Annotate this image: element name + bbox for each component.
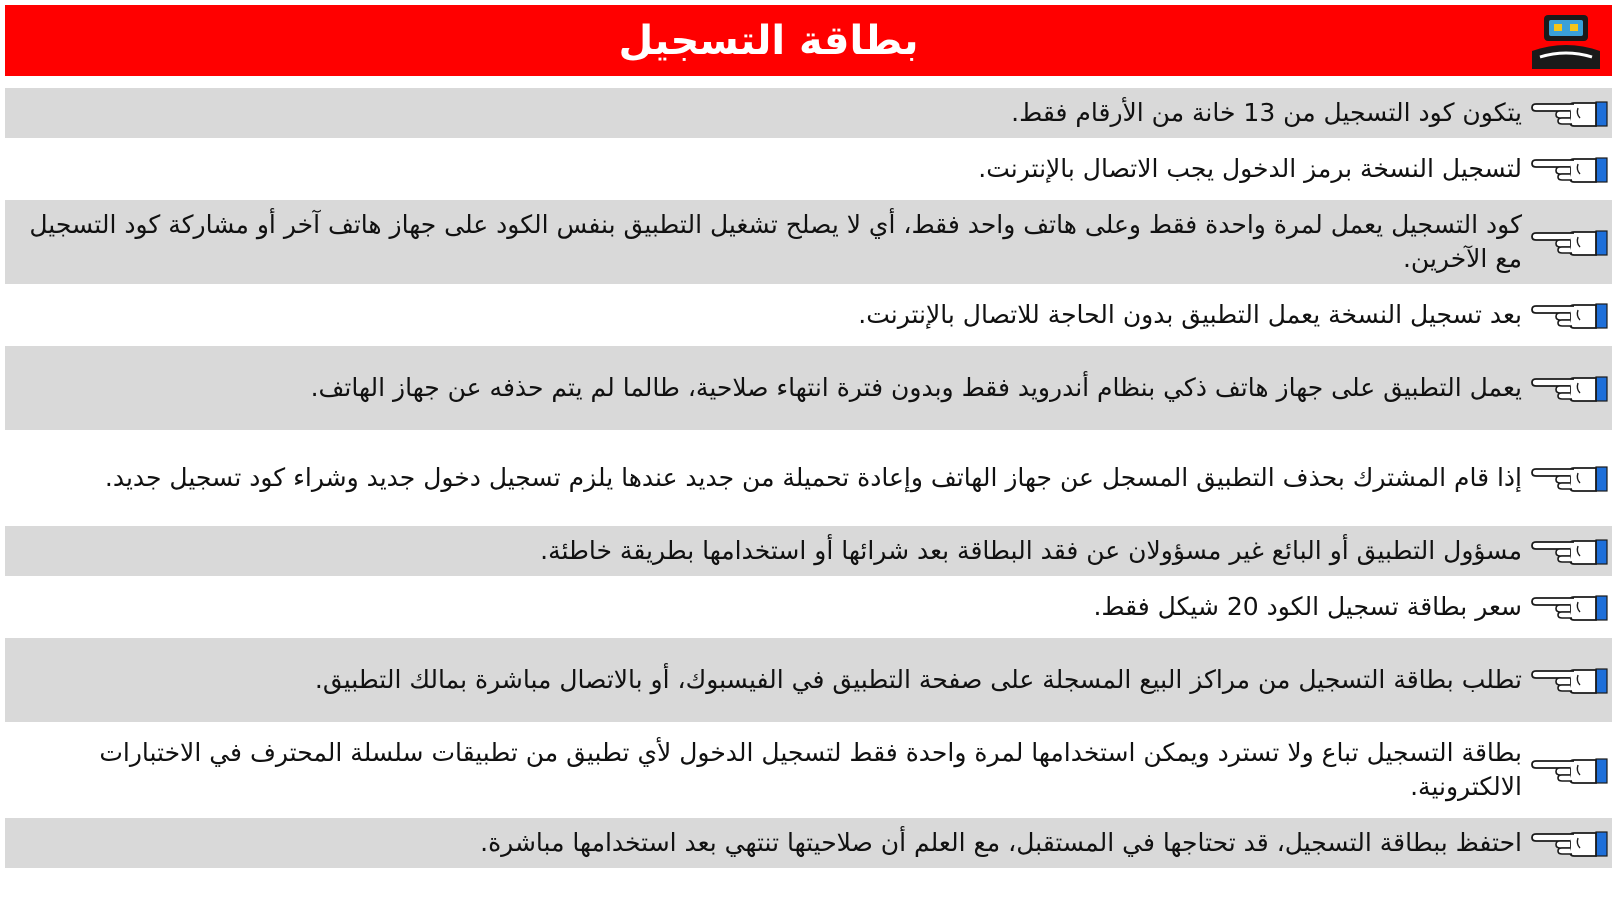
list-item-text: مسؤول التطبيق أو البائع غير مسؤولان عن فقد البطاقة بعد شرائها أو استخدامها بطريقة خاطئة.: [540, 536, 1522, 565]
app-logo-icon: [1526, 11, 1606, 73]
pointing-hand-icon: [1530, 294, 1610, 336]
list-item-text: إذا قام المشترك بحذف التطبيق المسجل عن جهاز الهاتف وإعادة تحميلة من جديد عندها يلزم تسجيل دخول جديد وشراء كود تسجيل جديد.: [104, 463, 1522, 492]
pointing-hand-icon: [1530, 92, 1610, 134]
list-item: [5, 526, 1612, 576]
list-item: [5, 144, 1612, 194]
list-item: [5, 818, 1612, 868]
rules-list: [5, 88, 1612, 874]
list-item: [5, 638, 1612, 722]
pointing-hand-icon: [1530, 148, 1610, 190]
list-item: [5, 436, 1612, 520]
pointing-hand-icon: [1530, 822, 1610, 864]
list-item: [5, 582, 1612, 632]
pointing-hand-icon: [1530, 530, 1610, 572]
list-item-text: احتفظ ببطاقة التسجيل، قد تحتاجها في المستقبل، مع العلم أن صلاحيتها تنتهي بعد استخدامها مباشرة.: [480, 828, 1522, 857]
page-title: بطاقة التسجيل: [618, 17, 919, 64]
list-item: [5, 200, 1612, 284]
list-item-text: يتكون كود التسجيل من 13 خانة من الأرقام فقط.: [1011, 98, 1522, 127]
pointing-hand-icon: [1530, 749, 1610, 791]
pointing-hand-icon: [1530, 457, 1610, 499]
list-item-text: بطاقة التسجيل تباع ولا تسترد ويمكن استخدامها لمرة واحدة فقط لتسجيل الدخول لأي تطبيق من تطبيقات سلسلة المحترف في الاختبارات الالكترونية.: [99, 738, 1522, 801]
list-item: [5, 728, 1612, 812]
pointing-hand-icon: [1530, 367, 1610, 409]
header-bar: [5, 5, 1612, 76]
list-item-text: تطلب بطاقة التسجيل من مراكز البيع المسجلة على صفحة التطبيق في الفيسبوك، أو بالاتصال مباشرة بمالك التطبيق.: [314, 665, 1522, 694]
list-item: [5, 88, 1612, 138]
list-item-text: سعر بطاقة تسجيل الكود 20 شيكل فقط.: [1093, 592, 1522, 621]
list-item-text: يعمل التطبيق على جهاز هاتف ذكي بنظام أندرويد فقط وبدون فترة انتهاء صلاحية، طالما لم يتم حذفه عن جهاز الهاتف.: [310, 373, 1522, 402]
pointing-hand-icon: [1530, 659, 1610, 701]
list-item-text: كود التسجيل يعمل لمرة واحدة فقط وعلى هاتف واحد فقط، أي لا يصلح تشغيل التطبيق بنفس الكود على جهاز هاتف آخر أو مشاركة كود التسجيل مع الآخرين.: [29, 210, 1522, 273]
pointing-hand-icon: [1530, 586, 1610, 628]
list-item: [5, 346, 1612, 430]
list-item: [5, 290, 1612, 340]
pointing-hand-icon: [1530, 221, 1610, 263]
list-item-text: لتسجيل النسخة برمز الدخول يجب الاتصال بالإنترنت.: [978, 154, 1522, 183]
list-item-text: بعد تسجيل النسخة يعمل التطبيق بدون الحاجة للاتصال بالإنترنت.: [858, 300, 1522, 329]
